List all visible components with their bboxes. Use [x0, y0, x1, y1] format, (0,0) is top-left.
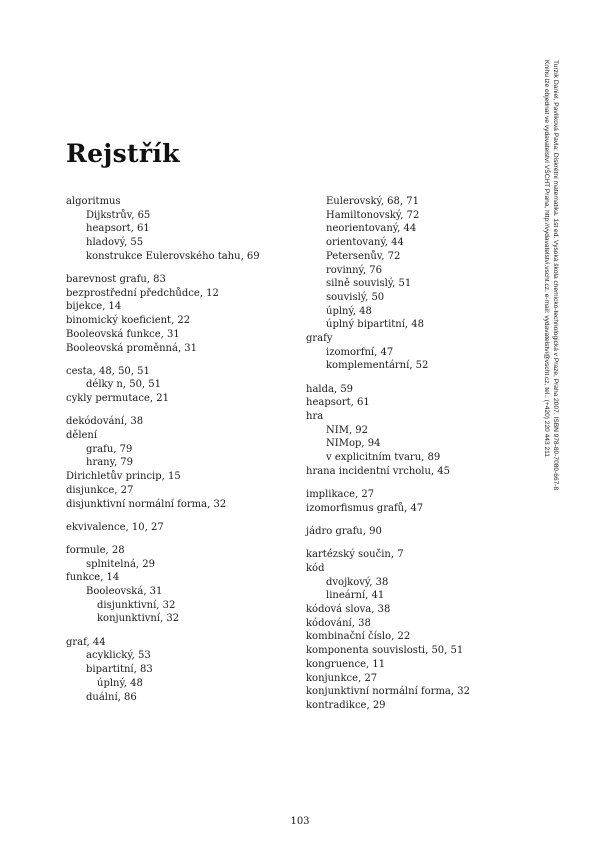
- publication-note-line-2: Knihu lze objednat ve vydavatelství VŠCHT Praha, http://vydavatelstvi.vscht.cz, e-mail: vydavatelstvi@vscht.cz, tel.: (+420) 220 443 211: [543, 60, 550, 457]
- index-group: [66, 544, 306, 626]
- index-entry: Booleovská proměnná, 31: [66, 342, 198, 354]
- index-subentry: splnitelná, 29: [86, 558, 155, 570]
- index-entry: konjunktivní normální forma, 32: [306, 686, 470, 698]
- index-column-left: [66, 195, 306, 714]
- index-subentry: Dijkstrův, 65: [86, 209, 151, 221]
- index-entry: jádro grafu, 90: [306, 525, 382, 537]
- page-number: 103: [290, 816, 310, 827]
- index-entry: formule, 28: [66, 544, 125, 556]
- index-entry: dělení: [66, 430, 98, 442]
- index-subentry: izomorfní, 47: [326, 346, 394, 358]
- index-group: [66, 195, 306, 264]
- index-entry: bijekce, 14: [66, 301, 122, 313]
- index-group: [66, 365, 306, 406]
- index-entry: kódová slova, 38: [306, 603, 391, 615]
- index-subentry: heapsort, 61: [86, 223, 150, 235]
- index-group: [66, 636, 306, 705]
- index-subentry: disjunktivní, 32: [97, 599, 176, 611]
- index-entry: halda, 59: [306, 383, 354, 395]
- index-subentry: délky n, 50, 51: [86, 379, 162, 391]
- index-entry: algoritmus: [66, 196, 121, 207]
- index-entry: hra: [306, 411, 324, 423]
- index-entry: komponenta souvislosti, 50, 51: [306, 645, 464, 657]
- index-subentry: úplný, 48: [97, 677, 143, 689]
- index-subentry: lineární, 41: [326, 590, 385, 602]
- index-subentry: Petersenův, 72: [326, 250, 401, 262]
- index-entry: izomorfismus grafů, 47: [306, 502, 424, 514]
- index-entry: Booleovská funkce, 31: [66, 328, 180, 340]
- index-entry: bezprostřední předchůdce, 12: [66, 287, 219, 299]
- index-entry: kombinační číslo, 22: [306, 631, 411, 643]
- index-subentry: Eulerovský, 68, 71: [326, 196, 419, 207]
- index-entry: kartézský součin, 7: [306, 549, 404, 561]
- index-entry: disjunkce, 27: [66, 484, 134, 496]
- index-subentry: v explicitním tvaru, 89: [326, 452, 441, 464]
- index-group: [306, 548, 546, 712]
- index-subentry: rovinný, 76: [326, 264, 382, 276]
- index-group: [66, 273, 306, 355]
- index-group: [306, 525, 546, 539]
- index-subentry: orientovaný, 44: [326, 237, 404, 249]
- index-subentry: souvislý, 50: [326, 291, 385, 303]
- index-group: [66, 521, 306, 535]
- index-entry: cykly permutace, 21: [66, 393, 169, 405]
- publication-note-line-1: Turzík Daniel, Pavlíková Pavla: Diskrétní matematika. 1st ed. Vysoká škola chemicko-technologická v Praze, Praha 2007. ISBN 978-80-7080-667-8: [552, 60, 559, 491]
- index-subentry: grafu, 79: [86, 443, 133, 455]
- index-group: [306, 383, 546, 479]
- index-group: [306, 488, 546, 515]
- index-entry: grafy: [306, 333, 333, 345]
- index-entry: kódování, 38: [306, 617, 371, 629]
- index-entry: cesta, 48, 50, 51: [66, 365, 150, 377]
- index-entry: dekódování, 38: [66, 416, 144, 428]
- index-entry: disjunktivní normální forma, 32: [66, 498, 227, 510]
- index-subentry: úplný bipartitní, 48: [326, 319, 425, 331]
- index-subentry: hladový, 55: [86, 237, 144, 249]
- index-subentry: komplementární, 52: [326, 360, 429, 372]
- index-entry: implikace, 27: [306, 489, 375, 501]
- index-column-right: [306, 195, 546, 722]
- index-group: [66, 415, 306, 511]
- page-title: Rejstřík: [66, 138, 180, 168]
- index-entry: hrana incidentní vrcholu, 45: [306, 465, 451, 477]
- index-entry: kód: [306, 562, 325, 574]
- index-subentry: konstrukce Eulerovského tahu, 69: [86, 250, 260, 262]
- index-subentry: dvojkový, 38: [326, 576, 389, 588]
- index-entry: funkce, 14: [66, 572, 120, 584]
- index-subentry: konjunktivní, 32: [97, 613, 180, 625]
- index-subentry: neorientovaný, 44: [326, 223, 417, 235]
- index-entry: barevnost grafu, 83: [66, 274, 166, 286]
- index-entry: binomický koeficient, 22: [66, 315, 191, 327]
- index-subentry: NIM, 92: [326, 424, 369, 436]
- index-subentry: úplný, 48: [326, 305, 372, 317]
- index-subentry: acyklický, 53: [86, 650, 151, 662]
- index-subentry: bipartitní, 83: [86, 664, 153, 676]
- index-entry: graf, 44: [66, 636, 106, 648]
- index-entry: ekvivalence, 10, 27: [66, 521, 164, 533]
- index-entry: konjunkce, 27: [306, 672, 378, 684]
- index-subentry: NIMop, 94: [326, 438, 381, 450]
- index-entry: Dirichletův princip, 15: [66, 471, 181, 483]
- index-subentry: duální, 86: [86, 691, 137, 703]
- index-subentry: Booleovská, 31: [86, 586, 163, 598]
- index-entry: heapsort, 61: [306, 397, 370, 409]
- index-entry: kontradikce, 29: [306, 699, 386, 711]
- index-group: [306, 195, 546, 373]
- index-subentry: hrany, 79: [86, 457, 134, 469]
- index-subentry: silně souvislý, 51: [326, 278, 412, 290]
- index-subentry: Hamiltonovský, 72: [326, 209, 420, 221]
- index-entry: kongruence, 11: [306, 658, 386, 670]
